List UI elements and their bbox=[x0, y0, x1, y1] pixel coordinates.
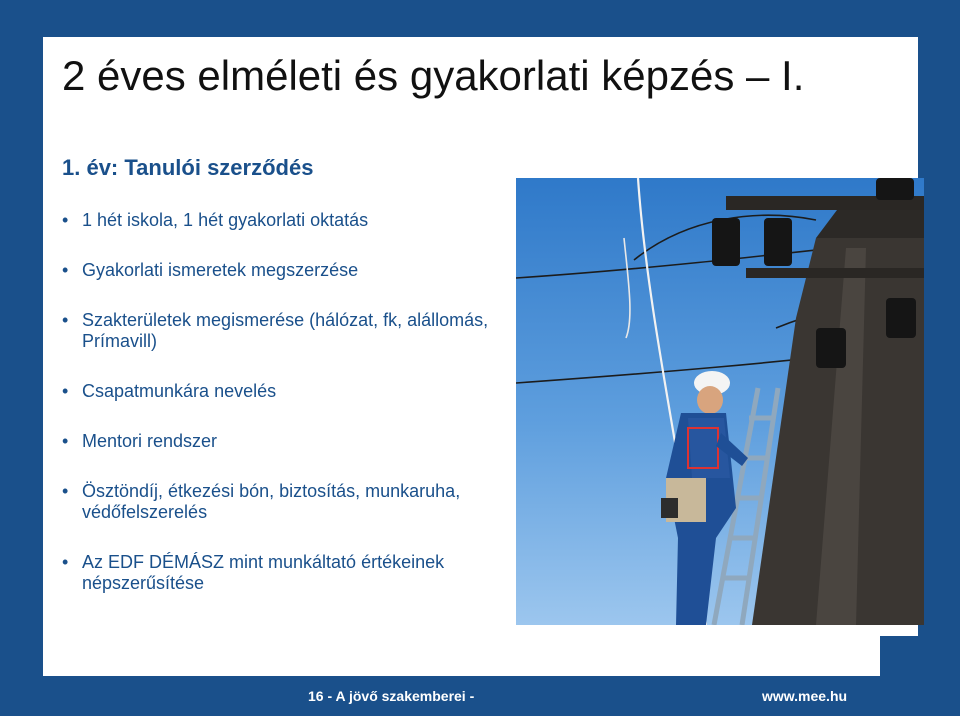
footer-page-label: 16 - A jövő szakemberei - bbox=[308, 688, 475, 704]
frame-left-bar bbox=[0, 0, 43, 716]
slide-title: 2 éves elméleti és gyakorlati képzés – I. bbox=[62, 52, 805, 99]
footer-website: www.mee.hu bbox=[762, 688, 848, 704]
bullet-item: • Szakterületek megismerése (hálózat, fk, alállomás, Prímavill) bbox=[62, 310, 502, 352]
bullet-item: • Gyakorlati ismeretek megszerzése bbox=[62, 260, 502, 281]
bullet-item: • Csapatmunkára nevelés bbox=[62, 381, 502, 402]
bullet-list bbox=[62, 210, 502, 623]
lineman-on-pole-photo bbox=[516, 178, 924, 625]
bullet-item: • Az EDF DÉMÁSZ mint munkáltató értékeinek népszerűsítése bbox=[62, 552, 502, 594]
bullet-item: • 1 hét iskola, 1 hét gyakorlati oktatás bbox=[62, 210, 502, 231]
frame-top-bar bbox=[0, 0, 960, 37]
frame-corner-block bbox=[880, 636, 918, 676]
frame-right-bar bbox=[918, 0, 960, 716]
bullet-item: • Ösztöndíj, étkezési bón, biztosítás, munkaruha, védőfelszerelés bbox=[62, 481, 502, 523]
bullet-item: • Mentori rendszer bbox=[62, 431, 502, 452]
section-heading: 1. év: Tanulói szerződés bbox=[62, 155, 314, 180]
